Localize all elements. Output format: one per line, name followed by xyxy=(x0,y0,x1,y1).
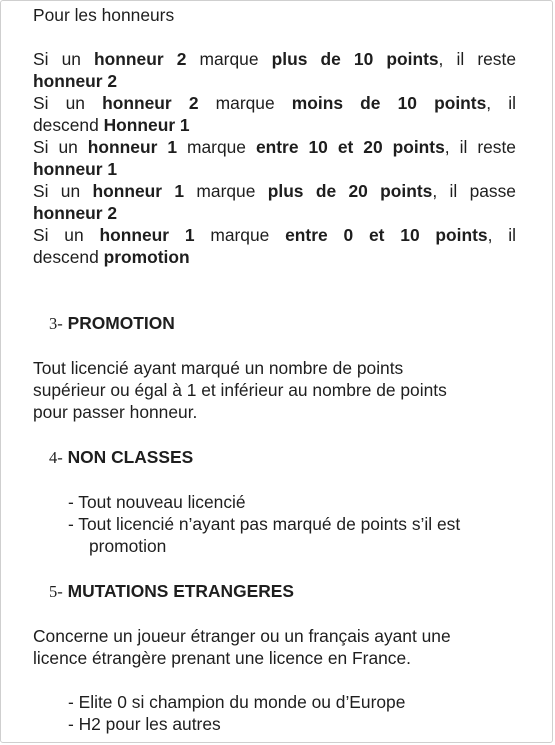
bold-text: honneur 1 xyxy=(87,137,178,157)
section-number: 4- xyxy=(49,448,63,467)
bold-text: entre 10 et 20 points xyxy=(255,137,445,157)
text-run: Si un xyxy=(33,225,100,245)
section-title: MUTATIONS ETRANGERES xyxy=(67,581,294,601)
text-run: , il xyxy=(486,93,516,113)
text-run: marque xyxy=(177,137,256,157)
paragraph-line: licence étrangère prenant une licence en France. xyxy=(33,648,412,668)
text-run: , il xyxy=(487,225,516,245)
paragraph-line: Tout licencié ayant marqué un nombre de points xyxy=(33,358,404,378)
text-run: marque xyxy=(198,93,292,113)
bold-text: honneur 1 xyxy=(33,159,118,179)
rule-line xyxy=(33,114,516,136)
rule-line xyxy=(33,136,516,158)
paragraph-line: supérieur ou égal à 1 et inférieur au nombre de points xyxy=(33,380,447,400)
rule-line xyxy=(33,70,516,92)
list-item: - Elite 0 si champion du monde ou d’Europe xyxy=(68,692,406,712)
text-run: Si un xyxy=(33,181,93,201)
text-run: , il passe xyxy=(432,181,516,201)
bold-text: honneur 2 xyxy=(102,93,199,113)
text-run: Si un xyxy=(33,49,95,69)
list-item-continuation: promotion xyxy=(89,536,167,556)
section-heading-mutations xyxy=(49,580,516,603)
text-run: marque xyxy=(194,225,286,245)
rule-line xyxy=(33,224,516,246)
rule-line xyxy=(33,48,516,70)
rule-line xyxy=(33,180,516,202)
rule-line xyxy=(33,246,516,268)
bold-text: promotion xyxy=(103,247,190,267)
text-run: marque xyxy=(184,181,268,201)
mutations-paragraph xyxy=(33,625,516,669)
text-run: Si un xyxy=(33,93,103,113)
section-heading-promotion xyxy=(49,312,516,335)
rule-2 xyxy=(33,92,516,136)
document-content xyxy=(33,4,516,735)
bold-text: Honneur 1 xyxy=(103,115,190,135)
text-run: , il reste xyxy=(438,49,517,69)
rule-1 xyxy=(33,48,516,92)
text-run: , il reste xyxy=(444,137,516,157)
mutations-list xyxy=(68,691,516,735)
section-title: PROMOTION xyxy=(67,313,175,333)
text-run: descend xyxy=(33,247,104,267)
honneurs-rules xyxy=(33,48,516,268)
text-run: descend xyxy=(33,115,104,135)
rule-4 xyxy=(33,180,516,224)
paragraph-line: pour passer honneur. xyxy=(33,402,198,422)
non-classes-list xyxy=(68,491,516,557)
section-heading-non-classes xyxy=(49,446,516,469)
rule-line xyxy=(33,202,516,224)
rule-3 xyxy=(33,136,516,180)
bold-text: moins de 10 points xyxy=(291,93,487,113)
section-number: 5- xyxy=(49,582,63,601)
bold-text: honneur 2 xyxy=(33,71,118,91)
bold-text: honneur 2 xyxy=(94,49,187,69)
list-item: - H2 pour les autres xyxy=(68,714,221,734)
rule-5 xyxy=(33,224,516,268)
bold-text: entre 0 et 10 points xyxy=(285,225,488,245)
paragraph-line: Concerne un joueur étranger ou un français ayant une xyxy=(33,626,451,646)
bold-text: plus de 10 points xyxy=(271,49,439,69)
promotion-paragraph xyxy=(33,357,516,423)
text-run: Si un xyxy=(33,137,88,157)
rule-line xyxy=(33,92,516,114)
bold-text: honneur 2 xyxy=(33,203,118,223)
rule-line xyxy=(33,158,516,180)
text-run: marque xyxy=(186,49,272,69)
section-title: NON CLASSES xyxy=(67,447,194,467)
list-item: - Tout licencié n’ayant pas marqué de points s’il est xyxy=(68,514,461,534)
bold-text: honneur 1 xyxy=(92,181,185,201)
list-item: - Tout nouveau licencié xyxy=(68,492,246,512)
bold-text: honneur 1 xyxy=(99,225,195,245)
honneurs-intro: Pour les honneurs xyxy=(33,5,175,25)
bold-text: plus de 20 points xyxy=(267,181,433,201)
section-number: 3- xyxy=(49,314,63,333)
